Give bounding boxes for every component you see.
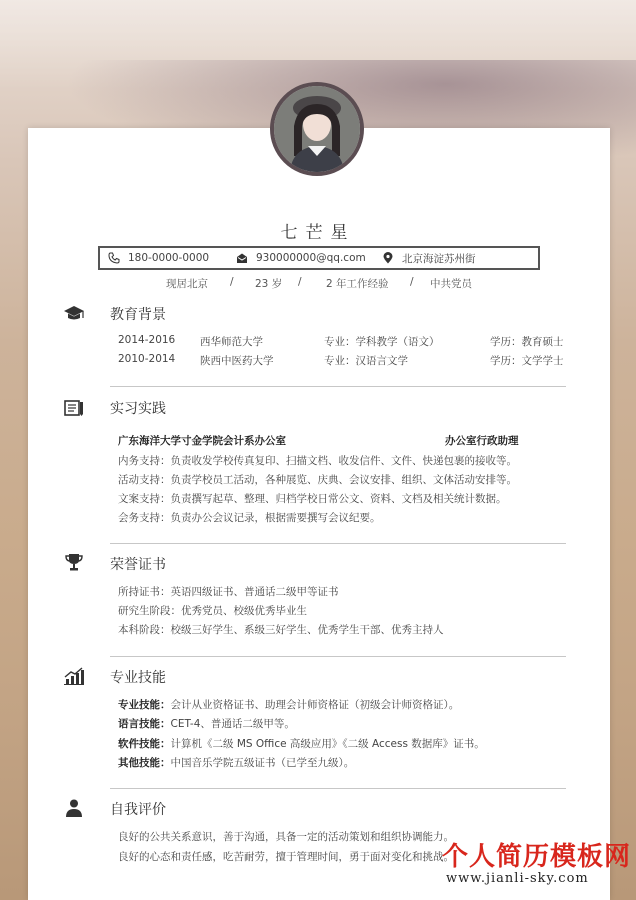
person-icon xyxy=(63,798,85,818)
contact-address xyxy=(382,251,476,266)
watermark-title: 个人简历模板网 xyxy=(442,842,632,872)
skill-label: 软件技能： xyxy=(118,738,171,750)
profile-photo xyxy=(274,86,360,172)
section-title-education: 教育背景 xyxy=(110,307,166,323)
section-title-self-evaluation: 自我评价 xyxy=(110,802,166,818)
skill-text: 会计从业资格证书、助理会计师资格证（初级会计师资格证）。 xyxy=(170,699,460,711)
separator: / xyxy=(230,276,234,288)
internship-duty: 内务支持：负责收发学校传真复印、扫描文档、收发信件、文件、快递包裹的接收等。 xyxy=(118,455,517,467)
graduation-cap-icon xyxy=(63,304,85,324)
watermark-url: www.jianli-sky.com xyxy=(446,871,589,886)
skill-row xyxy=(118,736,485,751)
internship-duty: 文案支持：负责撰写起草、整理、归档学校日常公文、资料、文档及相关统计数据。 xyxy=(118,493,507,505)
candidate-name: 七芒星 xyxy=(280,223,356,243)
edu-period: 2010-2014 xyxy=(118,353,176,365)
contact-phone xyxy=(108,252,209,264)
edu-major: 专业：汉语言文学 xyxy=(324,355,408,367)
trophy-icon xyxy=(63,552,85,572)
skill-text: 计算机《二级 MS Office 高级应用》《二级 Access 数据库》证书。 xyxy=(170,738,485,750)
avatar xyxy=(270,82,364,176)
self-eval-line: 良好的公共关系意识，善于沟通，具备一定的活动策划和组织协调能力。 xyxy=(118,831,454,843)
edu-degree: 学历：文学学士 xyxy=(490,355,564,367)
skill-row xyxy=(118,716,295,731)
edu-school: 西华师范大学 xyxy=(200,336,263,348)
edu-period: 2014-2016 xyxy=(118,334,176,346)
contact-bar xyxy=(98,246,540,270)
bar-chart-icon xyxy=(63,666,85,686)
internship-duty: 活动支持：负责学校员工活动，各种展览、庆典、会议安排、组织、文体活动安排等。 xyxy=(118,474,517,486)
skill-label: 专业技能： xyxy=(118,699,171,711)
section-title-internship: 实习实践 xyxy=(110,401,166,417)
political-status: 中共党员 xyxy=(430,278,472,290)
edu-school: 陕西中医药大学 xyxy=(200,355,274,367)
address: 北京海淀苏州街 xyxy=(402,252,476,265)
skill-label: 其他技能： xyxy=(118,757,171,769)
mail-icon xyxy=(236,252,248,264)
work-experience: 2 年工作经验 xyxy=(326,278,389,290)
skill-row xyxy=(118,697,459,712)
honor-item: 研究生阶段：优秀党员、校级优秀毕业生 xyxy=(118,605,307,617)
separator: / xyxy=(298,276,302,288)
divider xyxy=(110,543,566,544)
section-title-honors: 荣誉证书 xyxy=(110,557,166,573)
email-address: 930000000@qq.com xyxy=(256,252,366,264)
internship-position: 办公室行政助理 xyxy=(445,435,519,447)
divider xyxy=(110,386,566,387)
skill-text: CET-4、普通话二级甲等。 xyxy=(170,718,295,730)
location-pin-icon xyxy=(382,252,394,264)
divider xyxy=(110,788,566,789)
edu-degree: 学历：教育硕士 xyxy=(490,336,564,348)
honor-item: 所持证书：英语四级证书、普通话二级甲等证书 xyxy=(118,586,339,598)
internship-duty: 会务支持：负责办公会议记录，根据需要撰写会议纪要。 xyxy=(118,512,381,524)
skill-text: 中国音乐学院五级证书（已学至九级）。 xyxy=(170,757,355,769)
skill-row xyxy=(118,755,354,770)
section-title-skills: 专业技能 xyxy=(110,670,166,686)
divider xyxy=(110,656,566,657)
location: 现居北京 xyxy=(166,278,208,290)
notebook-icon xyxy=(63,398,85,418)
phone-number: 180-0000-0000 xyxy=(128,252,210,264)
internship-org: 广东海洋大学寸金学院会计系办公室 xyxy=(118,435,286,447)
skill-label: 语言技能： xyxy=(118,718,171,730)
phone-icon xyxy=(108,252,120,264)
contact-email xyxy=(236,252,366,264)
age: 23 岁 xyxy=(255,278,283,290)
edu-major: 专业：学科教学（语文） xyxy=(324,336,440,348)
separator: / xyxy=(410,276,414,288)
honor-item: 本科阶段：校级三好学生、系级三好学生、优秀学生干部、优秀主持人 xyxy=(118,624,444,636)
self-eval-line: 良好的心态和责任感，吃苦耐劳，擅于管理时间，勇于面对变化和挑战。 xyxy=(118,851,454,863)
